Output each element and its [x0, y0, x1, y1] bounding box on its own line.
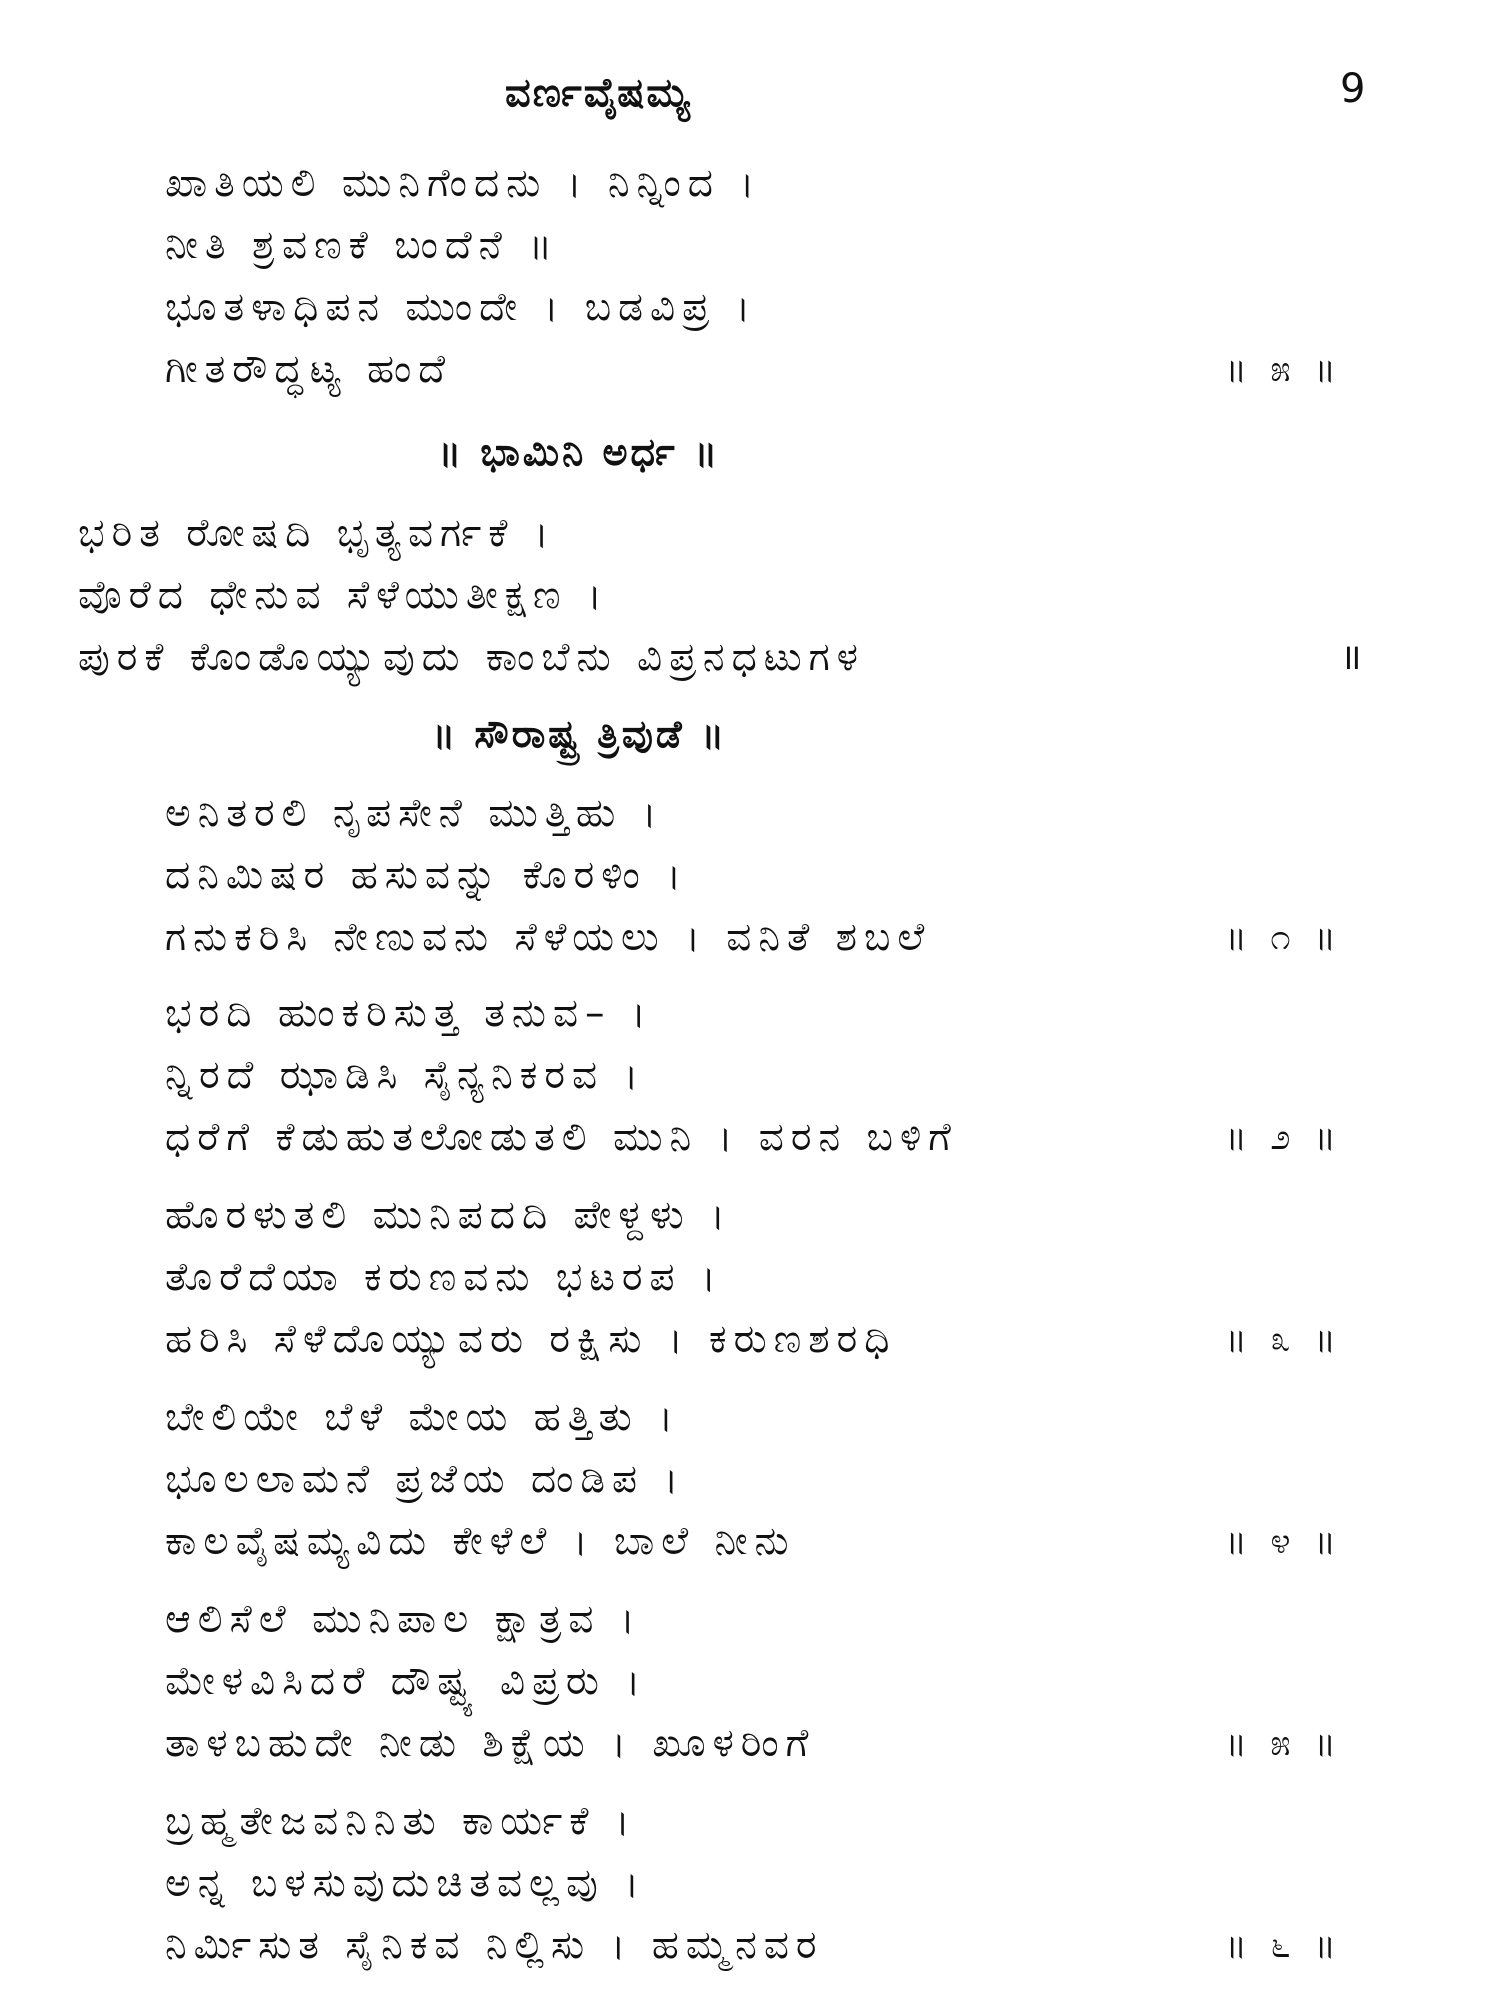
verse-number: ॥ ೨ ॥ — [1225, 1117, 1342, 1158]
verse-line: ಖಾತಿಯಲಿ ಮುನಿಗೆಂದನು । ನಿನ್ನಿಂದ । — [165, 161, 762, 206]
verse-line: ಹೊರಳುತಲಿ ಮುನಿಪದದಿ ಪೇಳ್ದಳು । — [165, 1193, 732, 1238]
verse-line: ವೊರೆದ ಧೇನುವ ಸೆಳೆಯುತೀಕ್ಷಣ । — [78, 573, 609, 618]
page-number: 9 — [1340, 66, 1366, 112]
verse-number: ॥ ೩ ॥ — [1225, 1319, 1342, 1360]
verse-line: ಬೇಲಿಯೇ ಬೆಳೆ ಮೇಯ ಹತ್ತಿತು । — [165, 1395, 680, 1440]
verse-line: ನ್ನಿರದೆ ಝಾಡಿಸಿ ಸೈನ್ಯನಿಕರವ । — [165, 1053, 646, 1098]
verse-line: ಗೀತರೌದ್ಧಟ್ಯ ಹಂದೆ — [165, 347, 453, 392]
verse-line: ತಾಳಬಹುದೇ ನೀಡು ಶಿಕ್ಷೆಯ । ಖೂಳರಿಂಗೆ — [165, 1721, 816, 1766]
verse-line: ನಿರ್ಮಿಸುತ ಸೈನಿಕವ ನಿಲ್ಲಿಸು । ಹಮ್ಮನವರ — [165, 1923, 824, 1968]
verse-line: ಭೂಲಲಾಮನೆ ಪ್ರಜೆಯ ದಂಡಿಪ । — [165, 1457, 686, 1502]
verse-number: ॥ — [1340, 637, 1368, 678]
verse-line: ಬ್ರಹ್ಮತೇಜವನಿನಿತು ಕಾರ್ಯಕೆ । — [165, 1799, 637, 1844]
verse-number: ॥ ೬ ॥ — [1225, 1925, 1342, 1966]
running-title: ವರ್ಣವೈಷಮ್ಯ — [505, 70, 692, 116]
verse-line: ಪುರಕೆ ಕೊಂಡೊಯ್ಯುವುದು ಕಾಂಬೆನು ವಿಪ್ರನಧಟುಗಳ — [78, 635, 865, 680]
verse-number: ॥ ೪ ॥ — [1225, 1521, 1342, 1562]
verse-number: ॥ ೧ ॥ — [1225, 917, 1342, 958]
verse-line: ಭರದಿ ಹುಂಕರಿಸುತ್ತ ತನುವ– । — [165, 991, 653, 1036]
verse-line: ಅನಿತರಲಿ ನೃಪಸೇನೆ ಮುತ್ತಿಹು । — [165, 791, 664, 836]
verse-line: ಭೂತಳಾಧಿಪನ ಮುಂದೇ । ಬಡವಿಪ್ರ । — [165, 285, 758, 330]
verse-line: ಭರಿತ ರೋಷದಿ ಭೃತ್ಯವರ್ಗಕೆ । — [78, 511, 556, 556]
verse-line: ಮೇಳವಿಸಿದರೆ ದೌಷ್ಟ್ಯ ವಿಪ್ರರು । — [165, 1659, 648, 1704]
section-heading: ॥ ಭಾಮಿನಿ ಅರ್ಧ ॥ — [438, 430, 721, 474]
verse-line: ಧರೆಗೆ ಕೆಡುಹುತಲೋಡುತಲಿ ಮುನಿ । ವರನ ಬಳಿಗೆ — [165, 1115, 958, 1160]
verse-line: ನೀತಿ ಶ್ರವಣಕೆ ಬಂದೆನೆ ॥ — [165, 223, 560, 268]
verse-line: ದನಿಮಿಷರ ಹಸುವನ್ನು ಕೊರಳಿಂ । — [165, 853, 689, 898]
verse-number: ॥ ೫ ॥ — [1225, 349, 1342, 390]
verse-line: ಹರಿಸಿ ಸೆಳೆದೊಯ್ಯುವರು ರಕ್ಷಿಸು । ಕರುಣಶರಧಿ — [165, 1317, 897, 1362]
verse-line: ಕಾಲವೈಷಮ್ಯವಿದು ಕೇಳೆಲೆ । ಬಾಲೆ ನೀನು — [165, 1519, 796, 1564]
verse-line: ಗನುಕರಿಸಿ ನೇಣುವನು ಸೆಳೆಯಲು । ವನಿತೆ ಶಬಲೆ — [165, 915, 932, 960]
verse-line: ಅನ್ನ ಬಳಸುವುದುಚಿತವಲ್ಲವು । — [165, 1861, 646, 1906]
verse-line: ತೊರೆದೆಯಾ ಕರುಣವನು ಭಟರಪ । — [165, 1255, 723, 1300]
verse-line: ಆಲಿಸೆಲೆ ಮುನಿಪಾಲ ಕ್ಷಾತ್ರವ । — [165, 1597, 642, 1642]
section-heading: ॥ ಸೌರಾಷ್ಟ್ರ ತ್ರಿವುಡೆ ॥ — [432, 712, 728, 756]
verse-number: ॥ ೫ ॥ — [1225, 1723, 1342, 1764]
